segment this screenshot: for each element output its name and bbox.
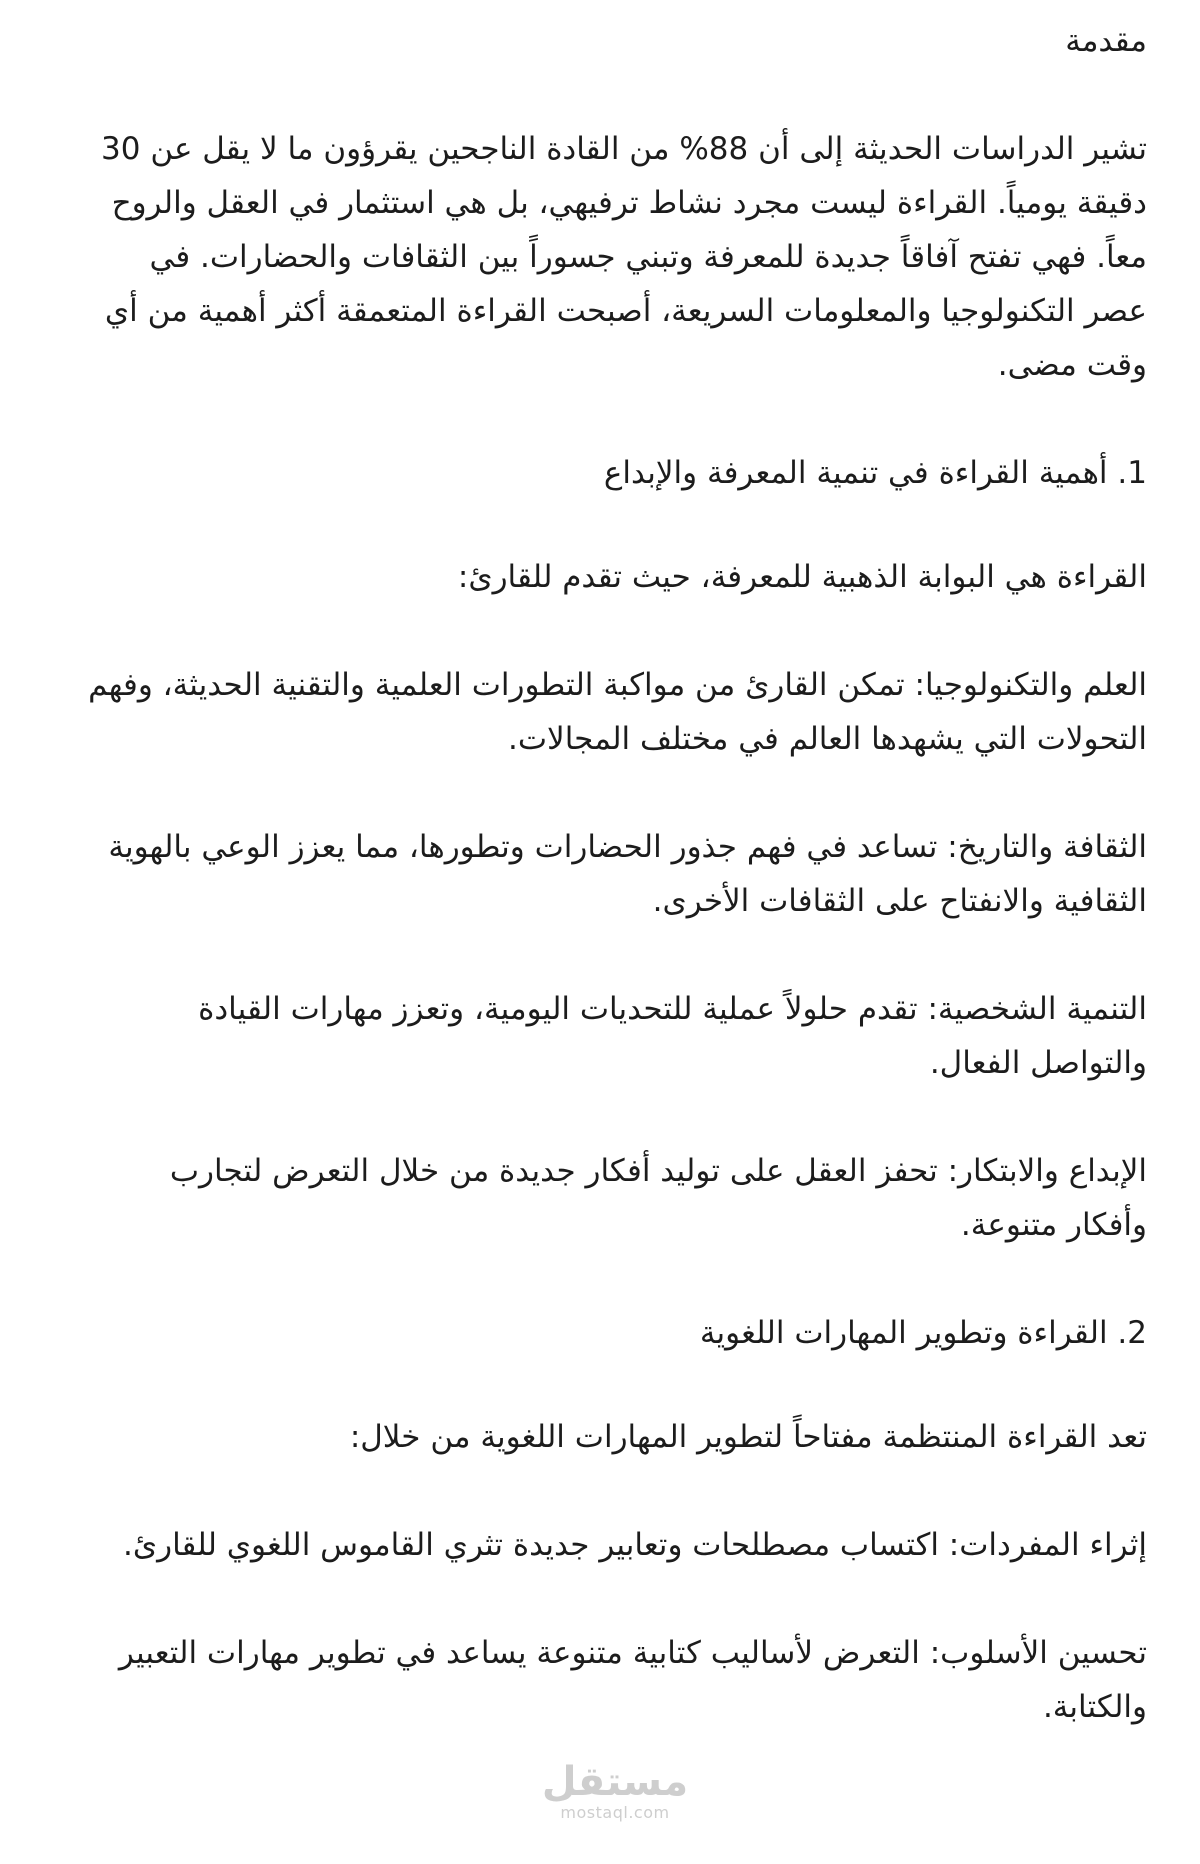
section-2-heading: 2. القراءة وتطوير المهارات اللغوية <box>699 1315 1147 1351</box>
section-1-item-personal: التنمية الشخصية: تقدم حلولاً عملية للتحديات اليومية، وتعزز مهارات القيادة والتواصل الفعال. <box>198 991 1147 1081</box>
intro-paragraph: تشير الدراسات الحديثة إلى أن 88% من القادة الناجحين يقرؤون ما لا يقل عن 30 دقيقة يومياً. القراءة ليست مجرد نشاط ترفيهي، بل هي استثمار في العقل والروح معاً. فهي تفتح آفاقاً جديدة للمعرفة وتبني جسوراً بين الثقافات والحضارات. في عصر التكنولوجيا والمعلومات السريعة، أصبحت القراءة المتعمقة أكثر أهمية من أي وقت مضى. <box>101 131 1147 383</box>
document-title: مقدمة <box>1065 23 1147 59</box>
document-body <box>87 14 1147 1788</box>
section-2-item-vocabulary: إثراء المفردات: اكتساب مصطلحات وتعابير جديدة تثري القاموس اللغوي للقارئ. <box>123 1527 1147 1563</box>
section-1-item-science: العلم والتكنولوجيا: تمكن القارئ من مواكبة التطورات العلمية والتقنية الحديثة، وفهم التحولات التي يشهدها العالم في مختلف المجالات. <box>88 667 1147 757</box>
watermark-latin-logo: mostaql.com <box>560 1803 670 1822</box>
section-1-heading: 1. أهمية القراءة في تنمية المعرفة والإبداع <box>603 455 1147 491</box>
section-1-lead: القراءة هي البوابة الذهبية للمعرفة، حيث تقدم للقارئ: <box>457 559 1147 595</box>
section-1-item-culture: الثقافة والتاريخ: تساعد في فهم جذور الحضارات وتطورها، مما يعزز الوعي بالهوية الثقافية والانفتاح على الثقافات الأخرى. <box>108 829 1147 919</box>
section-1-item-creativity: الإبداع والابتكار: تحفز العقل على توليد أفكار جديدة من خلال التعرض لتجارب وأفكار متنوعة. <box>169 1153 1147 1243</box>
section-2-lead: تعد القراءة المنتظمة مفتاحاً لتطوير المهارات اللغوية من خلال: <box>349 1419 1147 1455</box>
section-2-item-style: تحسين الأسلوب: التعرض لأساليب كتابية متنوعة يساعد في تطوير مهارات التعبير والكتابة. <box>118 1635 1147 1725</box>
watermark-arabic-logo: مستقل <box>541 1759 689 1805</box>
